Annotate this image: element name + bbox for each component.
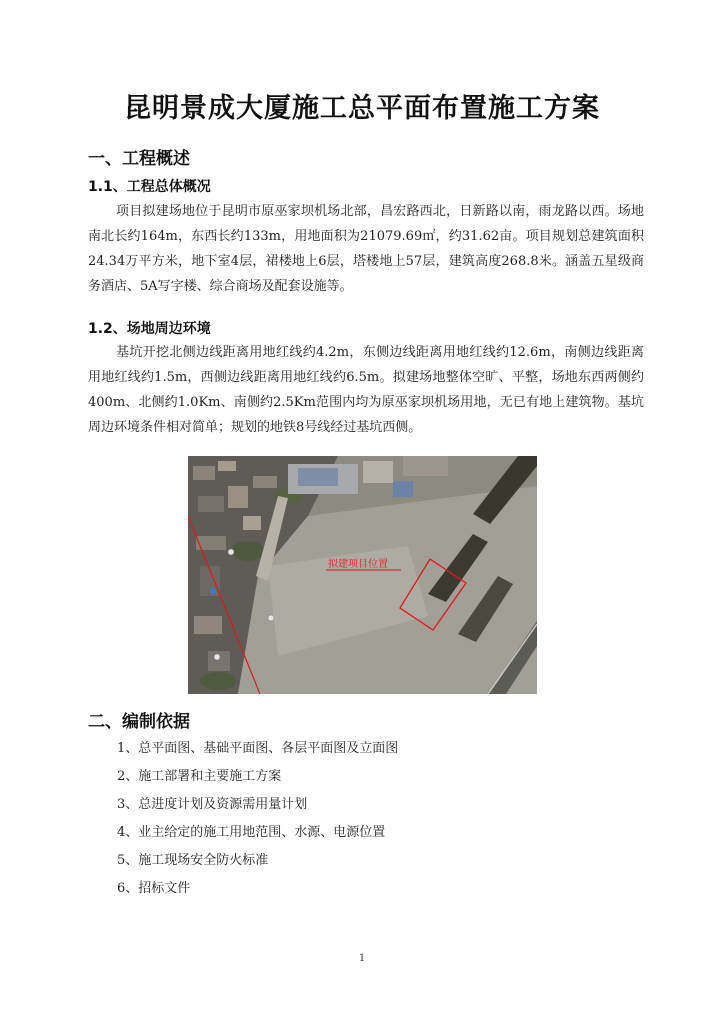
aerial-map-image [188,456,537,694]
list-item: 3、总进度计划及资源需用量计划 [117,797,308,812]
section-heading-basis: 二、编制依据 [88,712,190,732]
subsection-heading-general: 1.1、工程总体概况 [88,179,211,195]
section-heading-overview: 一、工程概述 [88,149,190,169]
paragraph-surroundings: 基坑开挖北侧边线距离用地红线约4.2m，东侧边线距离用地红线约12.6m，南侧边线距离用地红线约1.5m，西侧边线距离用地红线约6.5m。拟建场地整体空旷、平整，场地东西两侧约400m、北侧约1.0Km、南侧约2.5Km范围内均为原巫家坝机场用地，无已有地上建筑物。基坑周边环境条件相对简单；规划的地铁8号线经过基坑西侧。 [88,345,644,435]
list-item: 4、业主给定的施工用地范围、水源、电源位置 [117,825,386,840]
subsection-heading-surroundings: 1.2、场地周边环境 [88,321,211,337]
basis-list [117,735,398,903]
page-number: 1 [358,953,366,964]
site-aerial-photo [188,456,537,694]
paragraph-general-overview: 项目拟建场地位于昆明市原巫家坝机场北部，昌宏路西北，日新路以南，雨龙路以西。场地南北长约164m，东西长约133m，用地面积为21079.69㎡，约31.62亩。项目规划总建筑面积24.34万平方米，地下室4层，裙楼地上6层，塔楼地上57层，建筑高度268.8米。涵盖五星级商务酒店、5A写字楼、综合商场及配套设施等。 [88,204,644,294]
list-item: 6、招标文件 [117,881,191,896]
list-item: 5、施工现场安全防火标准 [117,853,269,868]
document-title: 昆明景成大厦施工总平面布置施工方案 [124,93,600,124]
list-item: 2、施工部署和主要施工方案 [117,769,282,784]
list-item: 1、总平面图、基础平面图、各层平面图及立面图 [117,741,399,756]
site-location-label: 拟建项目位置 [328,559,388,570]
